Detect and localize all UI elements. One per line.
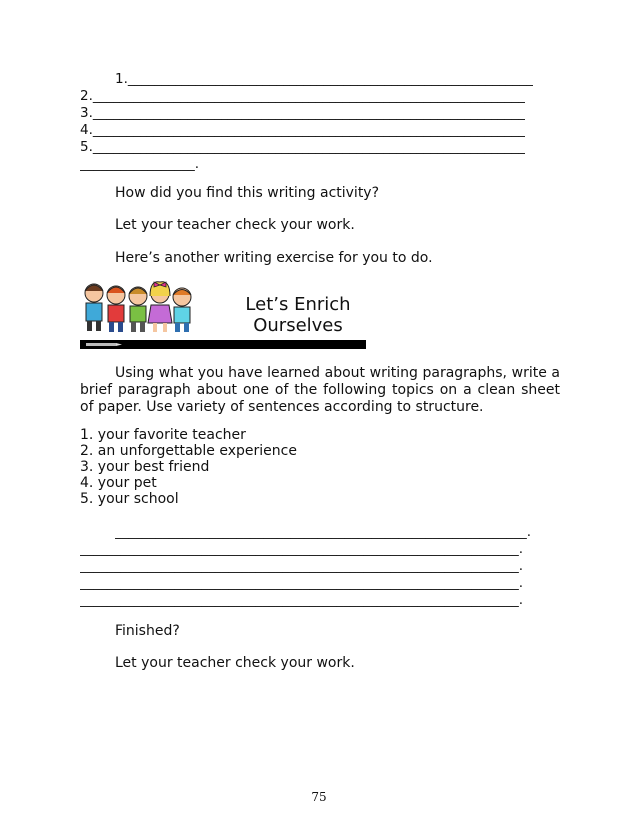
instructions-paragraph: Using what you have learned about writing paragraphs, write a brief paragraph about one of the following topics on a clean sheet of paper. Use variety of sentences according to structure. — [80, 365, 560, 415]
topic-item-3: 3. your best friend — [80, 459, 210, 475]
banner-title — [230, 294, 366, 336]
topic-item-2: 2. an unforgettable experience — [80, 443, 297, 459]
bottom-answer-line-2: _________________________________________________________________. — [80, 541, 524, 557]
banner-bar — [80, 340, 366, 349]
question-text: How did you find this writing activity? — [115, 185, 380, 201]
answer-line-4: 4.________________________________________________________________ — [80, 122, 525, 138]
answer-line-2: 2.________________________________________________________________ — [80, 88, 525, 104]
page-number: 75 — [311, 790, 327, 804]
enrich-banner — [80, 277, 366, 349]
check-text: Let your teacher check your work. — [115, 217, 355, 233]
closing-check-text: Let your teacher check your work. — [115, 655, 355, 671]
answer-line-1: 1.____________________________________________________________ — [115, 71, 533, 87]
pencil-icon — [84, 340, 124, 349]
banner-title-line-1: Let’s Enrich — [245, 294, 351, 315]
child-figure-1 — [85, 284, 103, 331]
topic-item-1: 1. your favorite teacher — [80, 427, 246, 443]
another-exercise-text: Here’s another writing exercise for you to do. — [115, 250, 433, 266]
answer-line-3: 3.________________________________________________________________ — [80, 105, 525, 121]
children-clipart-icon — [80, 277, 230, 339]
banner-title-line-2: Ourselves — [253, 315, 343, 336]
topic-item-4: 4. your pet — [80, 475, 157, 491]
topic-item-5: 5. your school — [80, 491, 179, 507]
answer-line-6: _________________. — [80, 156, 200, 172]
bottom-answer-line-1: _____________________________________________________________. — [115, 524, 532, 540]
bottom-answer-line-4: _________________________________________________________________. — [80, 575, 524, 591]
finished-text: Finished? — [115, 623, 180, 639]
answer-line-5: 5.________________________________________________________________ — [80, 139, 525, 155]
bottom-answer-line-5: _________________________________________________________________. — [80, 592, 524, 608]
bottom-answer-line-3: _________________________________________________________________. — [80, 558, 524, 574]
